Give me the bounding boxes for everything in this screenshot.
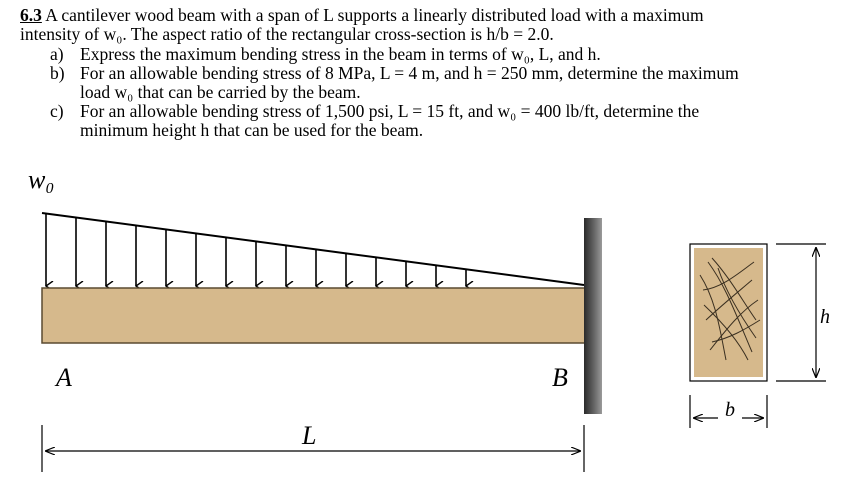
span-label: L — [302, 421, 317, 450]
part-label: b) — [50, 63, 65, 83]
beam — [42, 288, 585, 343]
load-distribution-line — [42, 213, 584, 285]
part-line: load w₀ that can be carried by the beam. — [80, 82, 361, 102]
load-arrows — [46, 214, 466, 286]
point-a-label: A — [56, 363, 72, 392]
problem-intro-line2: intensity of w₀. The aspect ratio of the rectangular cross-section is h/b = 2.0. — [20, 24, 554, 44]
width-label: b — [725, 399, 735, 421]
part-line: minimum height h that can be used for the beam. — [80, 120, 424, 140]
height-label: h — [820, 306, 830, 328]
problem-intro-line1: A cantilever wood beam with a span of L supports a linearly distributed load with a maximum — [45, 5, 704, 25]
part-label: a) — [50, 44, 64, 64]
part-line: For an allowable bending stress of 1,500 psi, L = 15 ft, and w₀ = 400 lb/ft, determine the — [80, 101, 700, 121]
cross-section — [694, 248, 763, 377]
point-b-label: B — [552, 363, 568, 392]
fixed-wall — [584, 218, 602, 414]
part-line: For an allowable bending stress of 8 MPa, L = 4 m, and h = 250 mm, determine the maximum — [80, 63, 739, 83]
problem-number: 6.3 — [20, 5, 42, 25]
part-line: Express the maximum bending stress in the beam in terms of w₀, L, and h. — [80, 44, 601, 64]
load-intensity-label: w₀ — [28, 165, 55, 194]
part-label: c) — [50, 101, 64, 121]
